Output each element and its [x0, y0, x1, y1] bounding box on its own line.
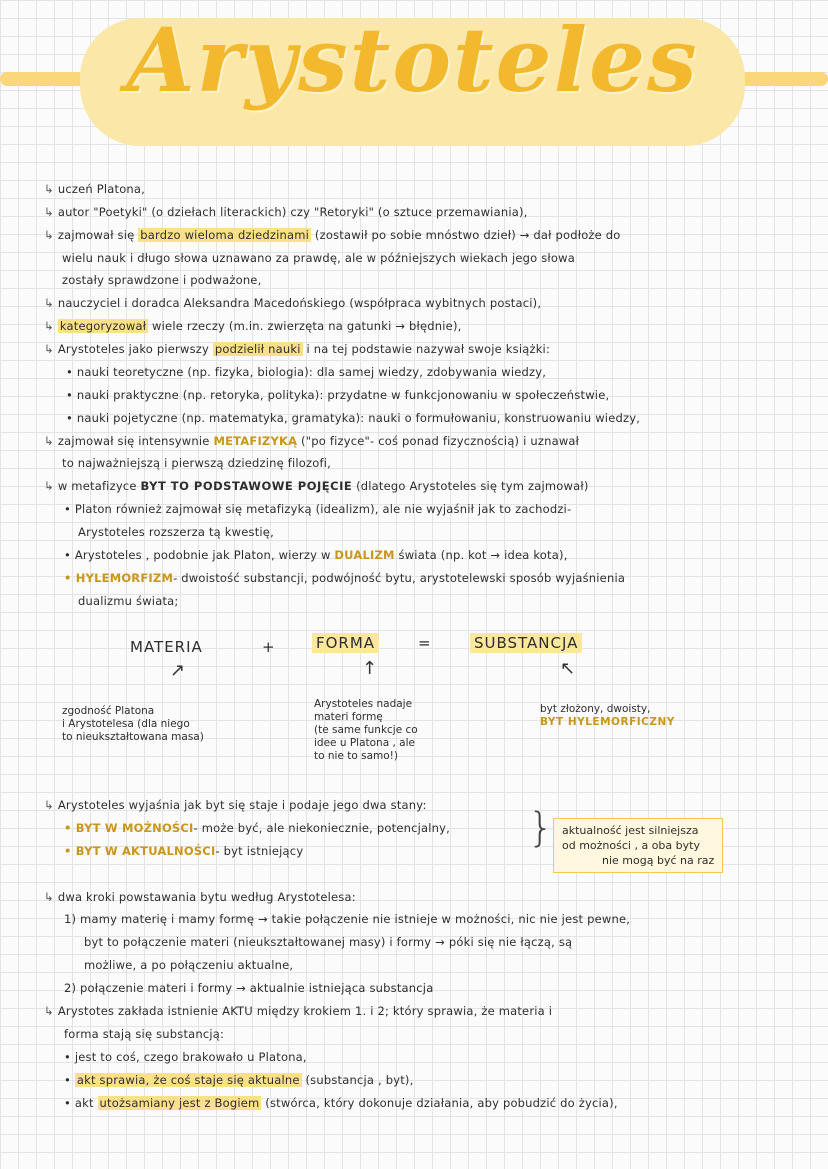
kroki-intro: ↳ dwa kroki powstawania bytu według Arystotelesa: — [44, 890, 356, 904]
line-8: ↳ Arystoteles jako pierwszy podzielił nauki i na tej podstawie nazywał swoje książki: — [44, 342, 551, 356]
arrow-icon: ↳ — [44, 228, 54, 242]
arrow-icon: ↳ — [44, 890, 54, 904]
line-14: ↳ w metafizyce BYT TO PODSTAWOWE POJĘCIE (dlatego Arystoteles się tym zajmował) — [44, 479, 589, 493]
line-2: ↳ autor "Poetyki" (o dziełach literackich) czy "Retoryki" (o sztuce przemawiania), — [44, 205, 528, 219]
arrow-up-icon: ↑ — [362, 658, 378, 679]
formula-substancja: SUBSTANCJA — [470, 634, 582, 652]
highlight: kategoryzował — [59, 319, 147, 333]
arrow-icon: ↳ — [44, 296, 54, 310]
line-18: • HYLEMORFIZM- dwoistość substancji, podwójność bytu, arystotelewski sposób wyjaśnienia — [64, 571, 626, 585]
arrow-icon: ↳ — [44, 319, 54, 333]
note-forma: Arystoteles nadaje materi formę (te same funkcje co idee u Platona , ale to nie to samo!) — [314, 698, 418, 762]
note-box: aktualność jest silniejsza od możności , a oba byty nie mogą być na raz — [553, 818, 723, 873]
stan-aktualnosc: • BYT W AKTUALNOŚCI- byt istniejący — [64, 844, 304, 858]
page-title: Arystoteles — [126, 8, 699, 112]
akt-bullet-2: • akt sprawia, że coś staje się aktualne (substancja , byt), — [64, 1073, 414, 1087]
arrow-up-icon: ↗ — [170, 660, 186, 681]
line-15: • Platon również zajmował się metafizyką (idealizm), ale nie wyjaśnił jak to zachodzi- — [64, 502, 572, 516]
title-stripe-right — [735, 72, 828, 86]
highlight: utożsamiany jest z Bogiem — [99, 1096, 260, 1110]
arrow-icon: ↳ — [44, 182, 54, 196]
keyword: • BYT W MOŻNOŚCI — [64, 821, 194, 835]
keyword: BYT TO PODSTAWOWE POJĘCIE — [140, 479, 353, 493]
line-9: • nauki teoretyczne (np. fizyka, biologia): dla samej wiedzy, zdobywania wiedzy, — [66, 365, 547, 379]
arrow-up-icon: ↖ — [560, 658, 576, 679]
keyword: • BYT W AKTUALNOŚCI — [64, 844, 216, 858]
line-19: dualizmu świata; — [78, 594, 179, 608]
stan-mozliwosc: • BYT W MOŻNOŚCI- może być, ale niekoniecznie, potencjalny, — [64, 821, 450, 835]
krok-1-cont: byt to połączenie materi (nieukształtowanej masy) i formy → póki się nie łączą, są — [84, 935, 573, 949]
note-substancja: byt złożony, dwoisty, BYT HYLEMORFICZNY — [540, 703, 675, 728]
akt-line-cont: forma stają się substancją: — [64, 1027, 225, 1041]
line-17: • Arystoteles , podobnie jak Platon, wierzy w DUALIZM świata (np. kot → idea kota), — [64, 548, 568, 562]
krok-1: 1) mamy materię i mamy formę → takie połączenie nie istnieje w możności, nic nie jest pewne, — [64, 912, 631, 926]
stany-intro: ↳ Arystoteles wyjaśnia jak byt się staje i podaje jego dwa stany: — [44, 798, 427, 812]
brace: } — [528, 805, 554, 851]
line-12: ↳ zajmował się intensywnie METAFIZYKĄ ("po fizyce"- coś ponad fizycznością) i uznawał — [44, 434, 580, 448]
krok-2: 2) połączenie materi i formy → aktualnie istniejąca substancja — [64, 981, 434, 995]
formula-materia: MATERIA — [130, 638, 203, 656]
line-4: wielu nauk i długo słowa uznawano za prawdę, ale w późniejszych wiekach jego słowa — [62, 251, 575, 265]
keyword: • HYLEMORFIZM — [64, 571, 174, 585]
krok-1-cont2: możliwe, a po połączeniu aktualne, — [84, 958, 294, 972]
arrow-icon: ↳ — [44, 798, 54, 812]
highlight: podzielił nauki — [214, 342, 301, 356]
line-5: zostały sprawdzone i podważone, — [62, 273, 262, 287]
akt-bullet-1: • jest to coś, czego brakowało u Platona, — [64, 1050, 307, 1064]
arrow-icon: ↳ — [44, 342, 54, 356]
highlight: bardzo wieloma dziedzinami — [140, 228, 310, 242]
formula-equals: = — [418, 634, 432, 652]
line-3: ↳ zajmował się bardzo wieloma dziedzinami (zostawił po sobie mnóstwo dzieł) → dał podłoże do — [44, 228, 621, 242]
arrow-icon: ↳ — [44, 479, 54, 493]
arrow-icon: ↳ — [44, 205, 54, 219]
keyword: METAFIZYKĄ — [213, 434, 298, 448]
arrow-icon: ↳ — [44, 1004, 54, 1018]
line-13: to najważniejszą i pierwszą dziedzinę filozofi, — [62, 456, 331, 470]
arrow-icon: ↳ — [44, 434, 54, 448]
akt-line: ↳ Arystotes zakłada istnienie AKTU między krokiem 1. i 2; który sprawia, że materia i — [44, 1004, 553, 1018]
line-10: • nauki praktyczne (np. retoryka, polityka): przydatne w funkcjonowaniu w społeczeństwie, — [66, 388, 610, 402]
note-materia: zgodność Platona i Arystotelesa (dla niego to nieukształtowana masa) — [62, 705, 204, 743]
line-1: ↳ uczeń Platona, — [44, 182, 146, 196]
line-6: ↳ nauczyciel i doradca Aleksandra Macedońskiego (współpraca wybitnych postaci), — [44, 296, 542, 310]
line-7: ↳ kategoryzował wiele rzeczy (m.in. zwierzęta na gatunki → błędnie), — [44, 319, 462, 333]
formula-plus: + — [262, 638, 276, 656]
formula-forma: FORMA — [312, 634, 379, 652]
akt-bullet-3: • akt utożsamiany jest z Bogiem (stwórca, który dokonuje działania, aby pobudzić do życia), — [64, 1096, 618, 1110]
keyword: DUALIZM — [334, 548, 395, 562]
line-11: • nauki pojetyczne (np. matematyka, gramatyka): nauki o formułowaniu, konstruowaniu wiedzy, — [66, 411, 641, 425]
highlight: akt sprawia, że coś staje się aktualne — [76, 1073, 300, 1087]
line-16: Arystoteles rozszerza tą kwestię, — [78, 525, 274, 539]
